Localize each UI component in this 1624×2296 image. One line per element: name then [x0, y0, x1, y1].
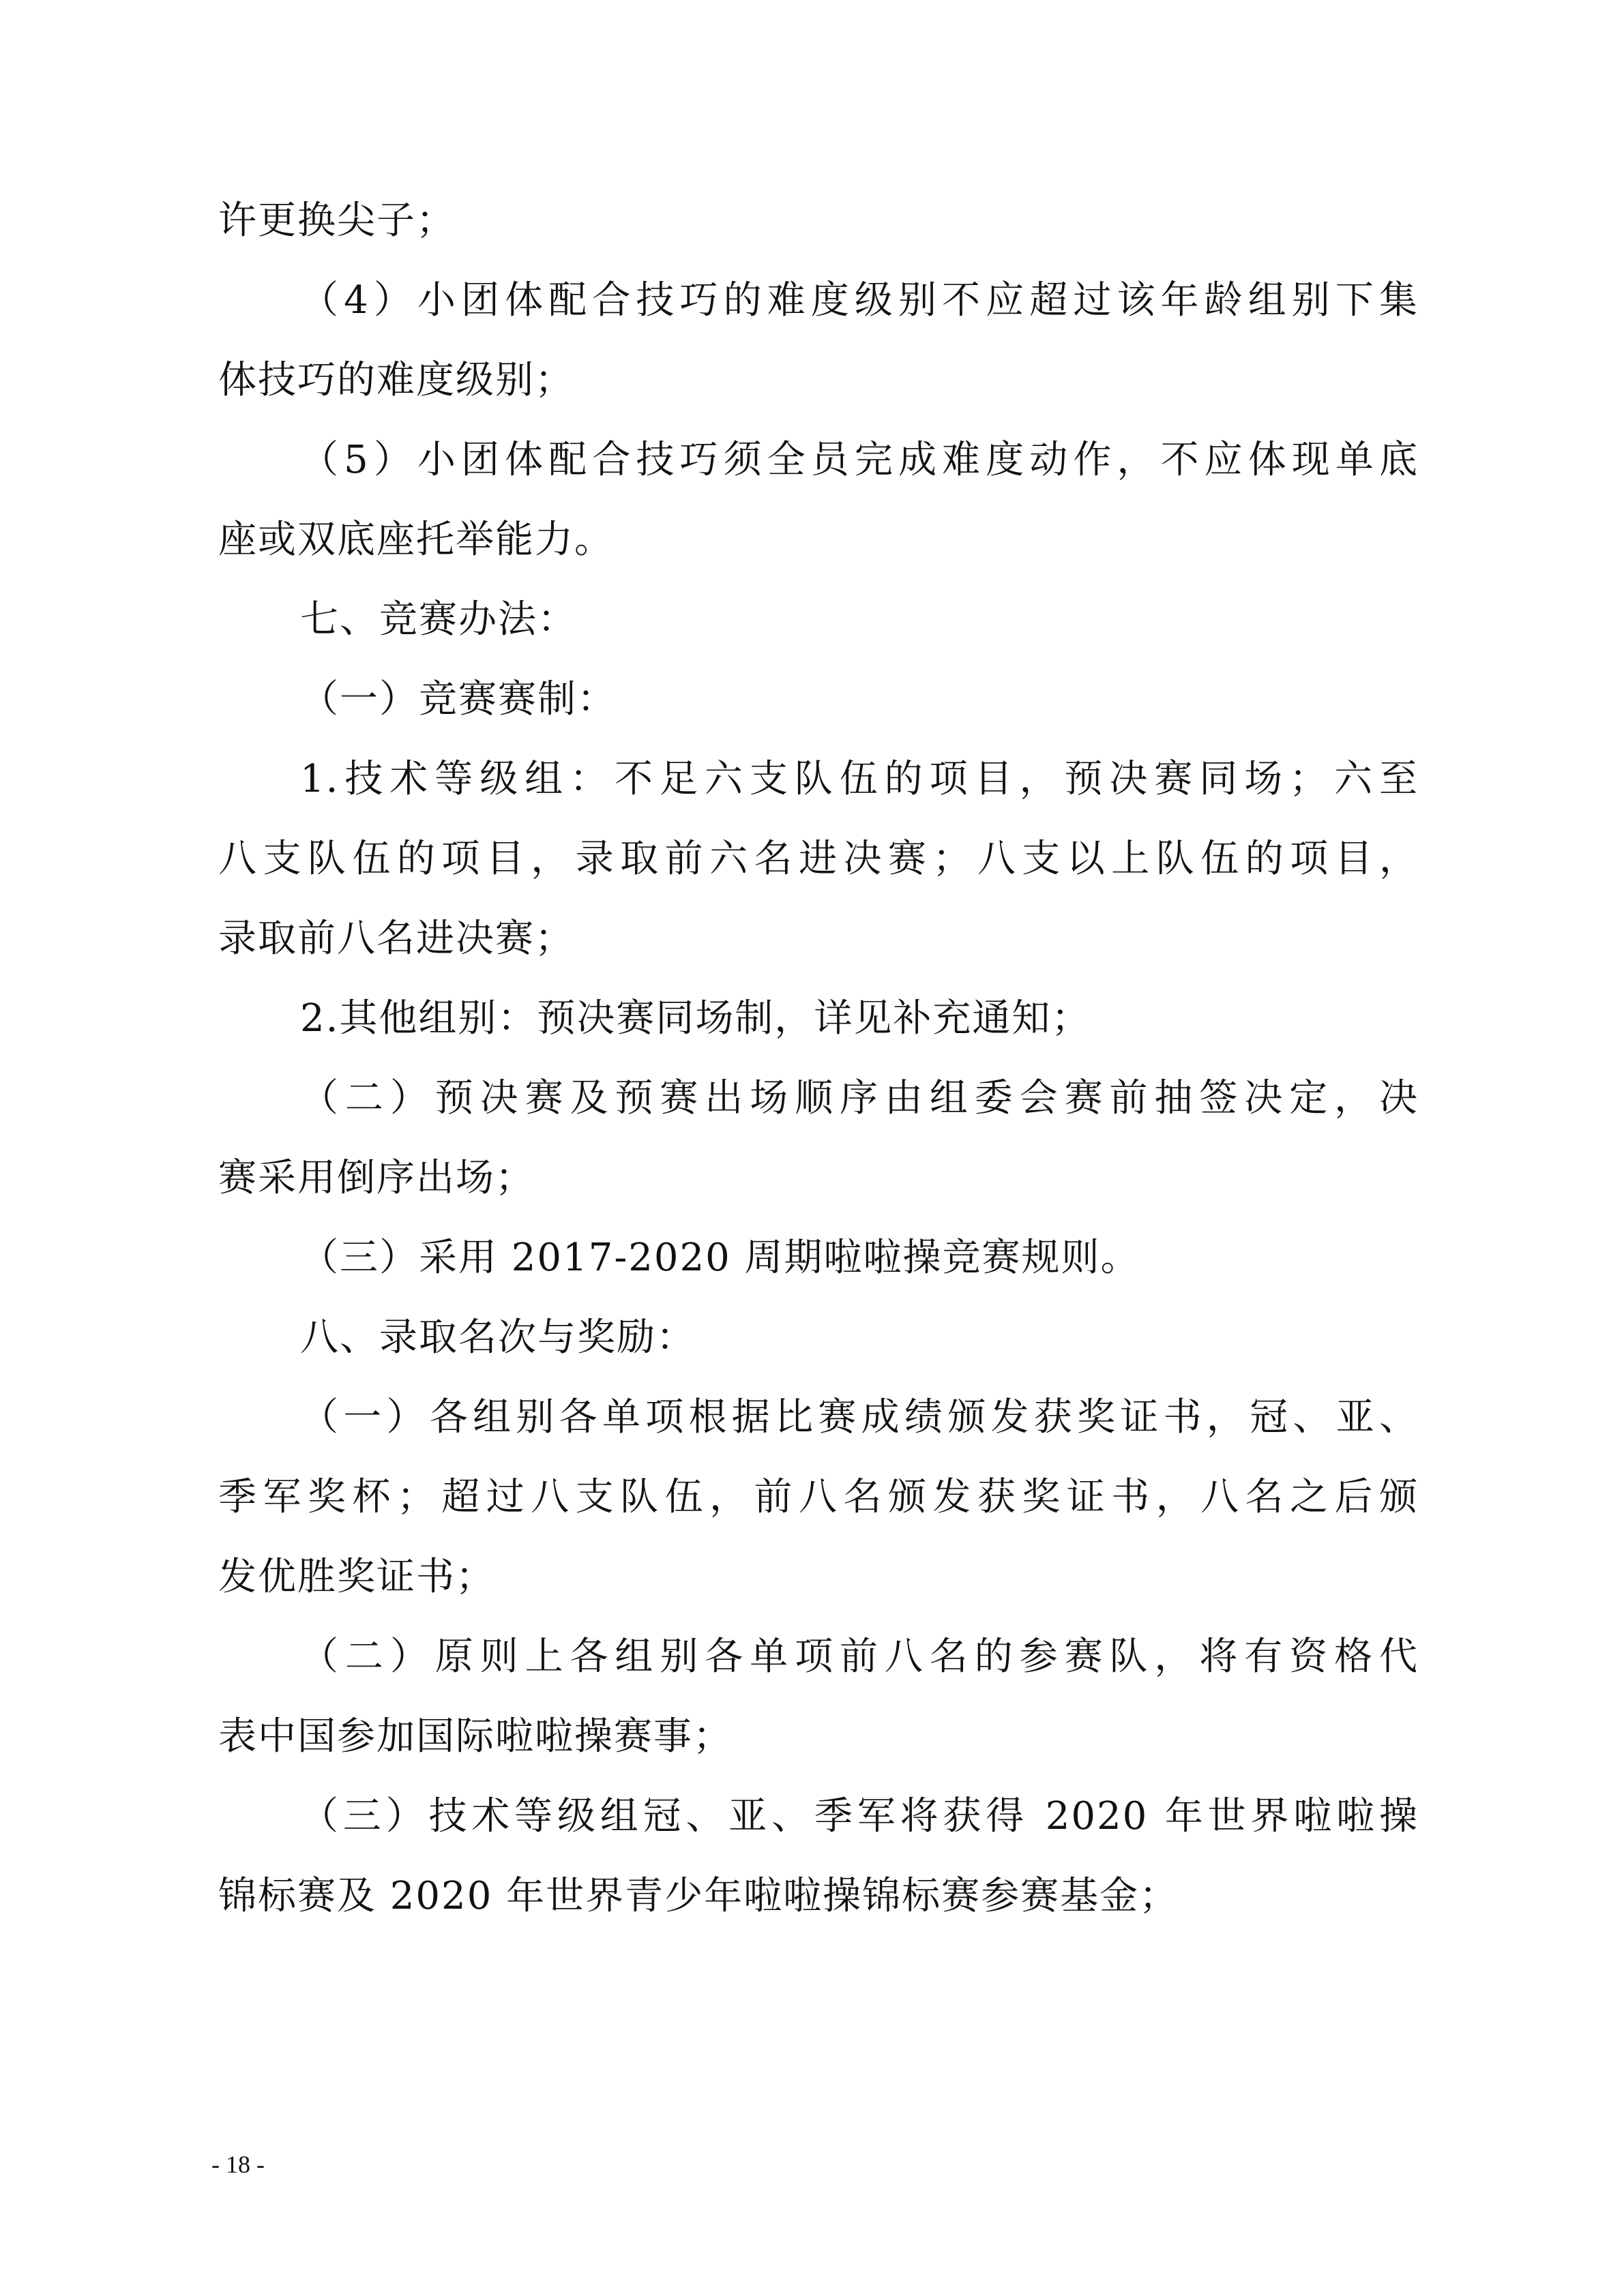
paragraph-line-1: 许更换尖子；	[218, 198, 456, 243]
paragraph-line-8: 1.技术等级组：不足六支队伍的项目，预决赛同场；六至	[300, 757, 1419, 801]
paragraph-line-11: 2.其他组别：预决赛同场制，详见补充通知；	[300, 996, 1091, 1041]
paragraph-line-20: 表中国参加国际啦啦操赛事；	[218, 1714, 733, 1759]
paragraph-line-22: 锦标赛及 2020 年世界青少年啦啦操锦标赛参赛基金；	[218, 1874, 1179, 1918]
paragraph-line-9: 八支队伍的项目，录取前六名进决赛；八支以上队伍的项目，	[218, 837, 1419, 881]
paragraph-line-16: （一）各组别各单项根据比赛成绩颁发获奖证书，冠、亚、	[300, 1395, 1419, 1440]
paragraph-line-19: （二）原则上各组别各单项前八名的参赛队，将有资格代	[300, 1635, 1419, 1679]
paragraph-line-14: （三）采用 2017-2020 周期啦啦操竞赛规则。	[300, 1236, 1140, 1280]
subheading-competition-format: （一）竞赛赛制：	[300, 677, 617, 721]
paragraph-line-17: 季军奖杯；超过八支队伍，前八名颁发获奖证书，八名之后颁	[218, 1475, 1419, 1519]
body-text	[218, 181, 1419, 1936]
page-number: - 18 -	[211, 2151, 265, 2178]
paragraph-line-3: 体技巧的难度级别；	[218, 358, 574, 402]
paragraph-line-5: 座或双底座托举能力。	[218, 518, 614, 562]
paragraph-line-4: （5）小团体配合技巧须全员完成难度动作，不应体现单底	[300, 438, 1419, 482]
paragraph-line-10: 录取前八名进决赛；	[218, 916, 574, 961]
section-heading-seven: 七、竞赛办法：	[300, 597, 577, 642]
paragraph-line-2: （4）小团体配合技巧的难度级别不应超过该年龄组别下集	[300, 278, 1419, 323]
paragraph-line-18: 发优胜奖证书；	[218, 1555, 495, 1599]
paragraph-line-21: （三）技术等级组冠、亚、季军将获得 2020 年世界啦啦操	[300, 1794, 1419, 1838]
paragraph-line-13: 赛采用倒序出场；	[218, 1156, 535, 1200]
paragraph-line-12: （二）预决赛及预赛出场顺序由组委会赛前抽签决定，决	[300, 1076, 1419, 1120]
section-heading-eight: 八、录取名次与奖励：	[300, 1315, 696, 1360]
